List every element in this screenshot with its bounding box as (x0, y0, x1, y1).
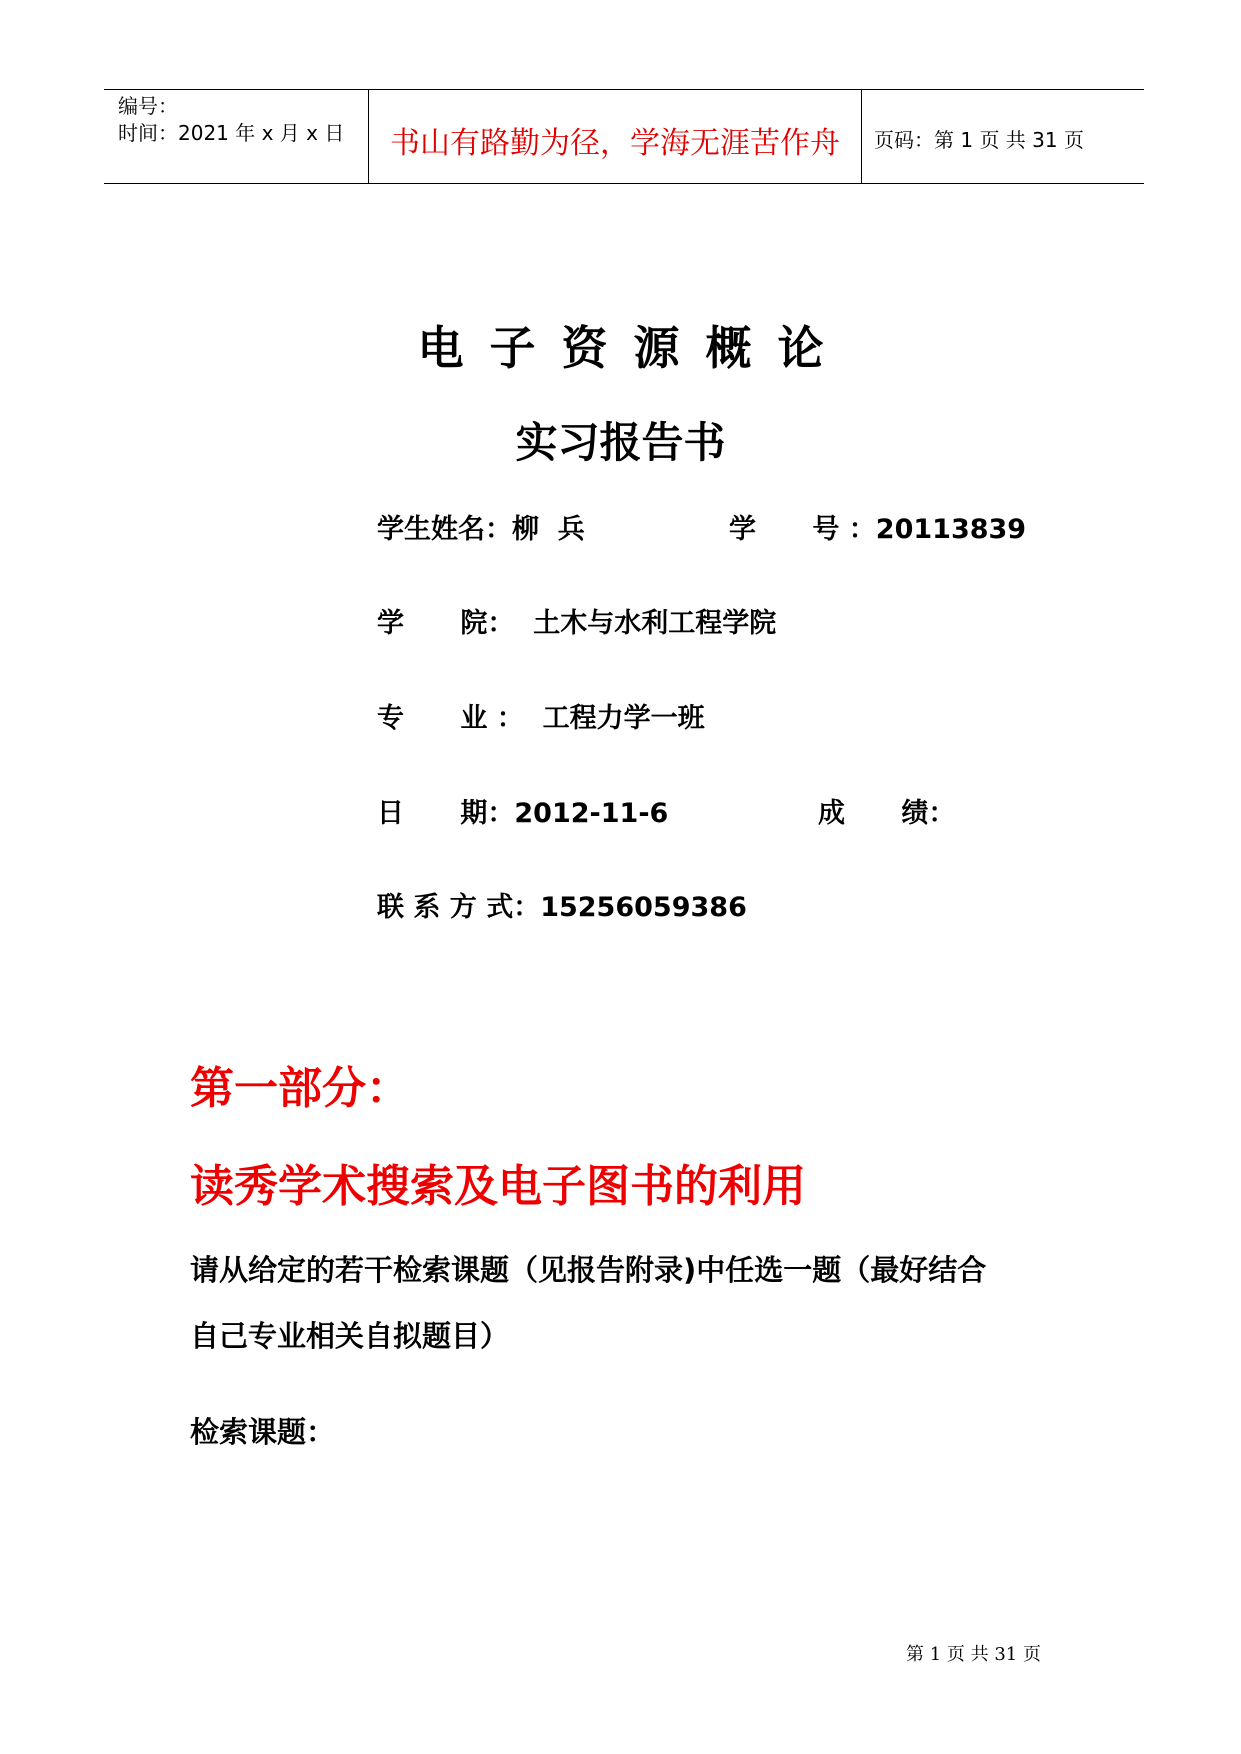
part-title: 读秀学术搜索及电子图书的利用 (190, 1161, 806, 1212)
field-student-name: 学生姓名：柳 兵 (377, 514, 585, 545)
header-divider-left (368, 89, 369, 184)
field-student-id: 学 号 ：20113839 (729, 514, 1027, 545)
document-subtitle: 实习报告书 (515, 418, 726, 467)
header-divider-right (861, 89, 862, 184)
header-page-label: 页码：第 1 页 共 31 页 (874, 128, 1084, 152)
header-motto: 书山有路勤为径，学海无涯苦作舟 (390, 126, 840, 161)
part-heading: 第一部分： (190, 1063, 410, 1114)
instruction-line-2: 自己专业相关自拟题目） (190, 1319, 510, 1353)
field-college: 学 院： 土木与水利工程学院 (377, 608, 777, 639)
field-date: 日 期：2012-11-6 (377, 798, 669, 829)
header-number-label: 编号： (118, 94, 178, 118)
field-major: 专 业 ： 工程力学一班 (377, 703, 705, 734)
header-top-rule (104, 89, 1144, 90)
footer-page-number: 第 1 页 共 31 页 (906, 1644, 1041, 1665)
instruction-line-1: 请从给定的若干检索课题（见报告附录)中任选一题（最好结合 (190, 1253, 987, 1287)
topic-label: 检索课题： (190, 1415, 336, 1449)
header-time-label: 时间：2021 年 x 月 x 日 (118, 121, 345, 145)
header-bottom-rule (104, 183, 1144, 184)
document-title: 电子资源概论 (417, 321, 850, 375)
field-grade: 成 绩： (818, 798, 956, 829)
field-contact: 联 系 方 式：15256059386 (377, 892, 747, 923)
